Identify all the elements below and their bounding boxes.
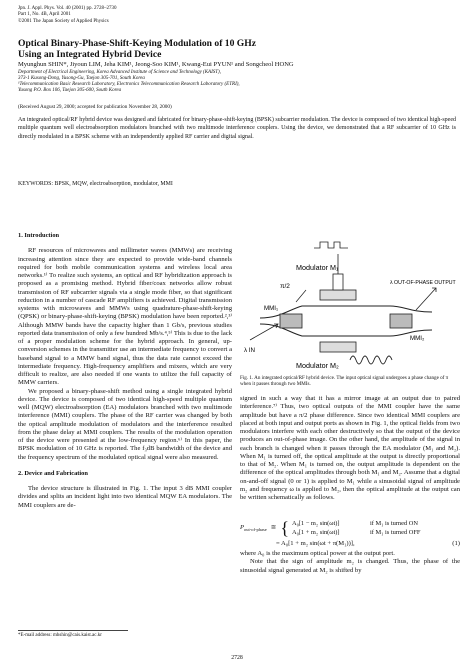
left-column [18, 232, 232, 510]
label-mmi2: MMI₂ [410, 335, 425, 342]
journal-copyright: ©2001 The Japan Society of Applied Physics [18, 18, 109, 24]
footnote: *E-mail address: mhshin@cais.kaist.ac.kr [18, 633, 102, 638]
label-modulator-m1: Modulator M₁ [296, 263, 339, 272]
eq-case-1: A₀[1 − m₂ sin(ωt)] [291, 520, 340, 527]
intro-paragraph-2: We proposed a binary-phase-shift method using a single integrated hybrid device. The device is composed of two identical high-speed multiple quantum well (MQW) electroabsorption (EA) modulators branched with two multimode interference (MMI) couplers. The phase of the RF carrier was changed by both the optical amplitude modulation of modulators and the interference resulted from the phase delay at MMI couplers. The results of the modulation operation of the device were presented at the low-frequency region.⁶⁾ In this paper, the BPSK modulation of 10 GHz is reported. The f₃dB bandwidth of the device and the frequency spectrum of the modulated optical signal were also measured. [18, 387, 232, 461]
footnote-rule [18, 630, 128, 631]
label-mmi1: MMI₁ [264, 305, 279, 312]
eq-approx: ≅ [270, 524, 277, 532]
eq-line-2: = A₀[1 + m₂ sin(ωt + π(M₁))], [276, 540, 355, 547]
digital-signal-waveform [314, 242, 348, 248]
right-column-top [240, 395, 460, 502]
section-heading-introduction: 1. Introduction [18, 232, 60, 239]
figure-1 [240, 240, 462, 370]
received-date: (Received August 29, 2000; accepted for publication November 28, 2000) [18, 104, 172, 110]
label-pi-over-2: π/2 [280, 283, 290, 290]
right-paragraph-c: Note that the sign of amplitude m₂ is changed. Thus, the phase of the sinusoidal signal generated at M₂ is shifted by [240, 558, 460, 574]
hybrid-device-diagram [240, 240, 462, 370]
journal-part: Part 1, No. 4B, April 2001 [18, 12, 71, 18]
affiliation-line: ¹Telecommunication Basic Research Laboratory, Electronics Telecommunication Research Laboratory (ETRI), [18, 82, 240, 88]
right-column-bottom [240, 550, 460, 575]
eq-number: (1) [452, 540, 460, 547]
intro-paragraph-1: RF resources of microwaves and millimeter waves (MMWs) are receiving increasing attention since they are expected to provide wide-band channels required for both mobile communication systems and wireless local area networks.¹⁾ To realize such systems, an optical and RF hybridization approach is proposed as a promising method. Hybrid fiber/coax networks allow robust transmission of RF subcarrier signals via a single mode fiber, so that significant reduction in a number of cascade RF amplifiers is achieved. Digital transmission systems with microwaves and MMWs using quadrature-phase-shift-keying (QPSK) or binary-phase-shift-keying (BPSK) modulation have been reported.²,³⁾ Although MMW bands have the capacity higher than 1 Gb/s, previous studies reported data transmission of only a few hundred Mb/s.⁴,⁵⁾ This is due to the lack of a proper modulation scheme for the hybrid approach. In general, up-conversion schemes in the transmitter use an intermediate frequency to convert a baseband signal to a MMW band signal, thus the data rate cannot exceed the intermediate frequency. High-frequency amplifiers and mixers, which are very difficult to realize, are also needed if one wants to utilize the full capacity of MMW carriers. [18, 247, 232, 387]
title-line-1: Optical Binary-Phase-Shift-Keying Modulation of 10 GHz [18, 38, 256, 49]
journal-header [18, 6, 218, 25]
mmi1-coupler [280, 314, 302, 328]
device-paragraph: The device structure is illustrated in Fig. 1. The input 3 dB MMI coupler divides and splits an incident light into two identical MQW EA modulators. The MMI couplers are de- [18, 485, 232, 509]
sinusoidal-signal-waveform [350, 356, 392, 364]
affiliation-line: Department of Electrical Engineering, Korea Advanced Institute of Science and Technology (KAIST), [18, 70, 221, 75]
abstract: An integrated optical/RF hybrid device was designed and fabricated for binary-phase-shift-keying (BPSK) subcarrier modulation. The device is composed of two identical high-speed multiple quantum well electroabsorption modulators branched with two multimode interference couplers. Using the device, we demonstrated that a RF subcarrier of 10 GHz is directly modulated in a BPSK scheme with an independently applied RF carrier and digital signal. [18, 117, 456, 140]
eq-lhs: P [240, 524, 245, 532]
equation-1: P out-of-phase ≅ { A₀[1 − m₂ sin(ωt)] if M₁ is turned ON A₀[1 + m₂ sin(ωt)] if M₁ is turned OFF = A₀[1 + m₂ sin(ωt + π(M₁))], (1) [240, 518, 460, 547]
title-line-2: Using an Integrated Hybrid Device [18, 49, 162, 60]
modulator-m1-electrode [320, 290, 356, 300]
affiliation-line: 373-1 Kusong-Dong, Yusong-Gu, Taejon 305-701, South Korea [18, 76, 145, 82]
journal-citation: Jpn. J. Appl. Phys. Vol. 40 (2001) pp. 2728–2730 [18, 6, 117, 11]
page-number: 2728 [231, 655, 243, 661]
label-modulator-m2: Modulator M₂ [296, 361, 339, 370]
affiliations [18, 70, 458, 94]
modulator-m2-electrode [320, 342, 356, 352]
label-input: λ IN [244, 347, 256, 354]
label-output: λ OUT-OF-PHASE OUTPUT [390, 280, 456, 286]
mmi2-coupler [390, 314, 412, 328]
eq-condition-1: if M₁ is turned ON [369, 520, 418, 527]
right-paragraph-a: signed in such a way that it has a mirror image at an output due to paired interference.⁷⁾ Thus, two optical outputs of the MMI coupler have the same amplitude but have a π/2 phase difference. Since two identical MMI couplers are placed at both input and output ports as shown in Fig. 1, the optical fields from two modulators interfere with each other destructively so that the output of the device produces an out-of-phase image. On the other hand, the amplitude of the signal in each branch is changed when it passes through the EA modulator (M₁ and M₂). When M₁ is turned off, the optical amplitude at the output is directly proportional to that of M₂. When M₁ is turned on, the output amplitude is dependent on the difference of the optical amplitudes through both M₁ and M₂. Assume that a digital on-and-off signal (0 or 1) is applied to M₁ while a sinusoidal signal of amplitude m₂ and frequency ω is applied to M₂, then the optical amplitude at the output can be written schematically as follows. [240, 395, 460, 501]
right-paragraph-b: where A₀ is the maximum optical power at the output port. [240, 550, 395, 557]
author-list: Myunghun SHIN*, Jiyoun LIM, Jeha KIM¹, Jeong-Soo KIM¹, Kwang-Eui PYUN¹ and Songcheol HONG [18, 61, 294, 68]
affiliation-line: Yusong P.O. Box 106, Taejon 305-600, South Korea [18, 88, 122, 94]
eq-condition-2: if M₁ is turned OFF [369, 529, 421, 536]
figure-caption: Fig. 1. An integrated optical/RF hybrid device. The input optical signal undergoes a phase change of π when it passes through two MMIs. [240, 375, 449, 388]
eq-lhs-subscript: out-of-phase [244, 527, 267, 533]
paper-title [18, 38, 438, 60]
keywords: KEYWORDS: BPSK, MQW, electroabsorption, modulator, MMI [18, 181, 173, 187]
eq-case-2: A₀[1 + m₂ sin(ωt)] [291, 529, 340, 536]
section-heading-device: 2. Device and Fabrication [18, 469, 88, 477]
